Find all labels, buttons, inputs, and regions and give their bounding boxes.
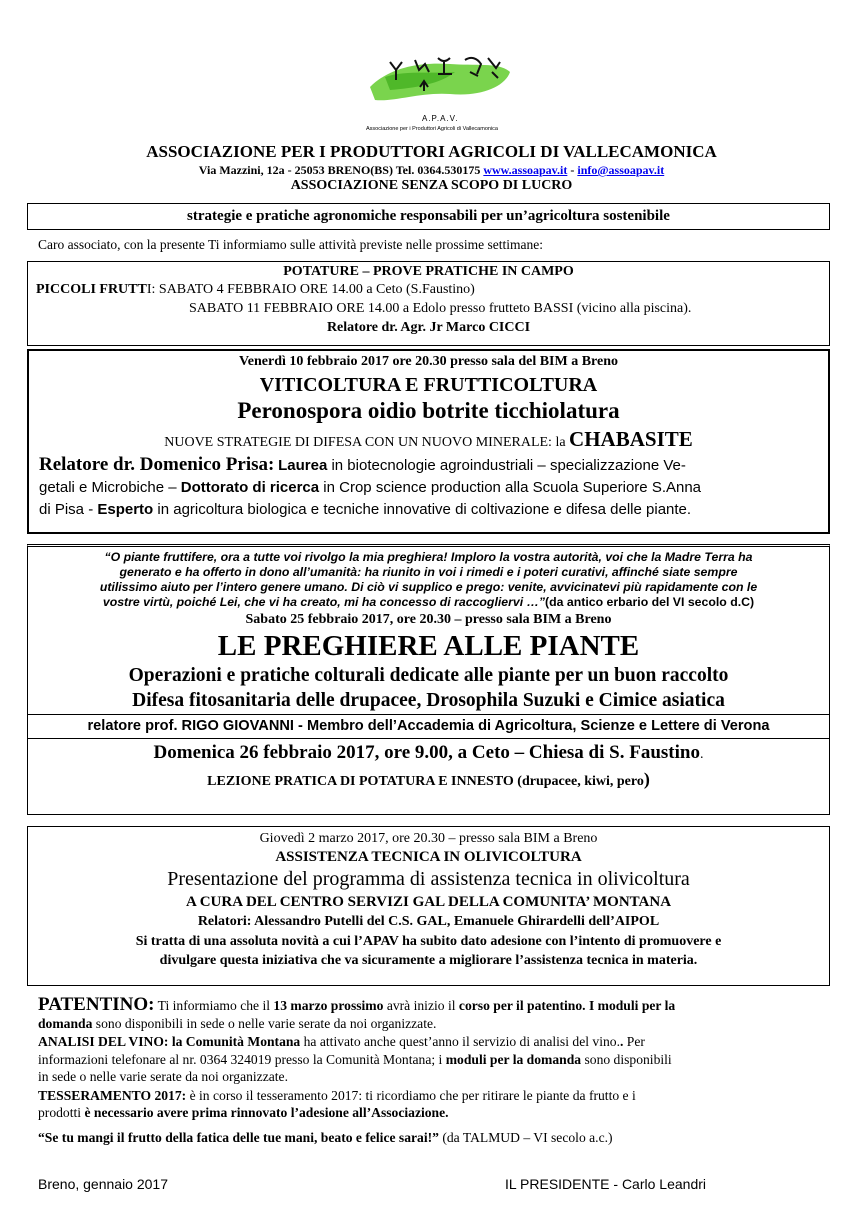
org-title: ASSOCIAZIONE PER I PRODUTTORI AGRICOLI DI VALLECAMONICA: [146, 142, 717, 161]
prayers-date: Sabato 25 febbraio 2017, ore 20.30 – presso sala BIM a Breno: [245, 612, 612, 627]
viticulture-date: Venerdì 10 febbraio 2017 ore 20.30 presso sala del BIM a Breno: [238, 354, 619, 369]
address-text: Via Mazzini, 12a - 25053 BRENO(BS) Tel. 0364.530175: [198, 163, 484, 177]
intro-text: Caro associato, con la presente Ti informiamo sulle attività previste nelle prossime settimane:: [38, 237, 544, 252]
olive-subtitle: Presentazione del programma di assistenza tecnica in olivicoltura: [167, 868, 690, 890]
footer-place-date: Breno, gennaio 2017: [38, 1176, 168, 1192]
logo-subtext: Associazione per i Produttori Agricoli di Vallecamonica: [366, 126, 498, 132]
pruning-title: POTATURE – PROVE PRATICHE IN CAMPO: [283, 264, 574, 279]
note-patentino: PATENTINO: Ti informiamo che il 13 marzo prossimo avrà inizio il corso per il patentino. I moduli per la domanda sono disponibili in sede o nelle varie serate da noi organizzate.: [38, 994, 676, 1031]
website-link[interactable]: www.assoapav.it: [483, 163, 568, 177]
logo: [360, 42, 520, 137]
viticulture-strategy: NUOVE STRATEGIE DI DIFESA CON UN NUOVO MINERALE: la CHABASITE: [164, 427, 693, 451]
email-link[interactable]: info@assoapav.it: [577, 163, 665, 177]
pruning-line1: PICCOLI FRUTTI: SABATO 4 FEBBRAIO ORE 14.00 a Ceto (S.Faustino): [36, 282, 475, 297]
note-talmud: “Se tu mangi il frutto della fatica delle tue mani, beato e felice sarai!” (da TALMUD – VI secolo a.c.): [38, 1129, 613, 1145]
sunday-event: Domenica 26 febbraio 2017, ore 9.00, a Ceto – Chiesa di S. Faustino.: [153, 742, 704, 763]
pruning-speaker: Relatore dr. Agr. Jr Marco CICCI: [326, 320, 531, 335]
prayers-speaker: relatore prof. RIGO GIOVANNI - Membro dell’Accademia di Agricoltura, Scienze e Lettere di Verona: [28, 714, 829, 739]
olive-desc: Si tratta di una assoluta novità a cui l’APAV ha subito dato adesione con l’intento di promuovere e divulgare questa iniziativa che va sicuramente a migliorare l’assistenza tecnica in materia.: [135, 934, 722, 968]
section-viticulture: [27, 349, 830, 534]
address-sep: -: [567, 163, 578, 177]
viticulture-title2: Peronospora oidio botrite ticchiolatura: [237, 398, 620, 423]
viticulture-speaker: Relatore dr. Domenico Prisa: Laurea in biotecnologie agroindustriali – specializzazione Ve- getali e Microbiche – Dottorato di ricerca in Crop science production alla Scuola Superiore S.Anna di Pisa - Esperto in agricoltura biologica e tecniche innovative di coltivazione e difesa delle piante.: [39, 454, 702, 518]
sunday-lesson: LEZIONE PRATICA DI POTATURA E INNESTO (drupacee, kiwi, pero): [207, 769, 650, 789]
logo-graphic: [360, 42, 520, 112]
logo-text: A.P.A.V.: [422, 114, 459, 123]
org-address: [0, 163, 863, 178]
olive-date: Giovedì 2 marzo 2017, ore 20.30 – presso sala BIM a Breno: [259, 831, 598, 846]
viticulture-title1: VITICOLTURA E FRUTTICOLTURA: [259, 374, 598, 396]
section-pruning: [27, 261, 830, 346]
note-vino: ANALISI DEL VINO: la Comunità Montana ha attivato anche quest’anno il servizio di analisi del vino.. Per informazioni telefonare al nr. 0364 324019 presso la Comunità Montana; i moduli per la domanda sono disponibili in sede o nelle varie serate da noi organizzate.: [38, 1034, 672, 1084]
section-prayers: [27, 544, 830, 815]
footer-signature: IL PRESIDENTE - Carlo Leandri: [505, 1176, 706, 1192]
prayers-sub1: Operazioni e pratiche colturali dedicate alle piante per un buon raccolto: [128, 665, 729, 686]
pruning-line2: SABATO 11 FEBBRAIO ORE 14.00 a Edolo presso frutteto BASSI (vicino alla piscina).: [189, 301, 692, 316]
prayers-sub2: Difesa fitosanitaria delle drupacee, Drosophila Suzuki e Cimice asiatica: [132, 690, 725, 711]
olive-care: A CURA DEL CENTRO SERVIZI GAL DELLA COMUNITA’ MONTANA: [185, 894, 672, 910]
notes: [38, 996, 828, 1146]
olive-speakers: Relatori: Alessandro Putelli del C.S. GAL, Emanuele Ghirardelli dell’AIPOL: [197, 914, 660, 929]
section-olive: [27, 826, 830, 986]
tagline: strategie e pratiche agronomiche responsabili per un’agricoltura sostenibile: [187, 208, 670, 224]
prayer-quote: “O piante fruttifere, ora a tutte voi rivolgo la mia preghiera! Imploro la vostra autorità, voi che la Madre Terra ha generato e ha offerto in dono all’umanità: ha riunito in voi i rimedi e i poteri curativi, affinché siate sempre utilissimo aiuto per l’intero genere umano. Di ciò vi supplico e prego: venite, avvicinatevi più rapidamente con le vostre virtù, poiché Lei, che vi ha creato, mi ha concesso di raccogliervi …”(da antico erbario del VI secolo d.C): [99, 550, 758, 609]
olive-title: ASSISTENZA TECNICA IN OLIVICOLTURA: [275, 849, 582, 865]
tagline-box: [27, 203, 830, 230]
prayers-title: LE PREGHIERE ALLE PIANTE: [217, 630, 640, 662]
nonprofit-label: ASSOCIAZIONE SENZA SCOPO DI LUCRO: [290, 178, 573, 193]
note-tesseramento: TESSERAMENTO 2017: è in corso il tesseramento 2017: ti ricordiamo che per ritirare le piante da frutto e i prodotti è necessario avere prima rinnovato l’adesione all’Associazione.: [38, 1087, 636, 1120]
